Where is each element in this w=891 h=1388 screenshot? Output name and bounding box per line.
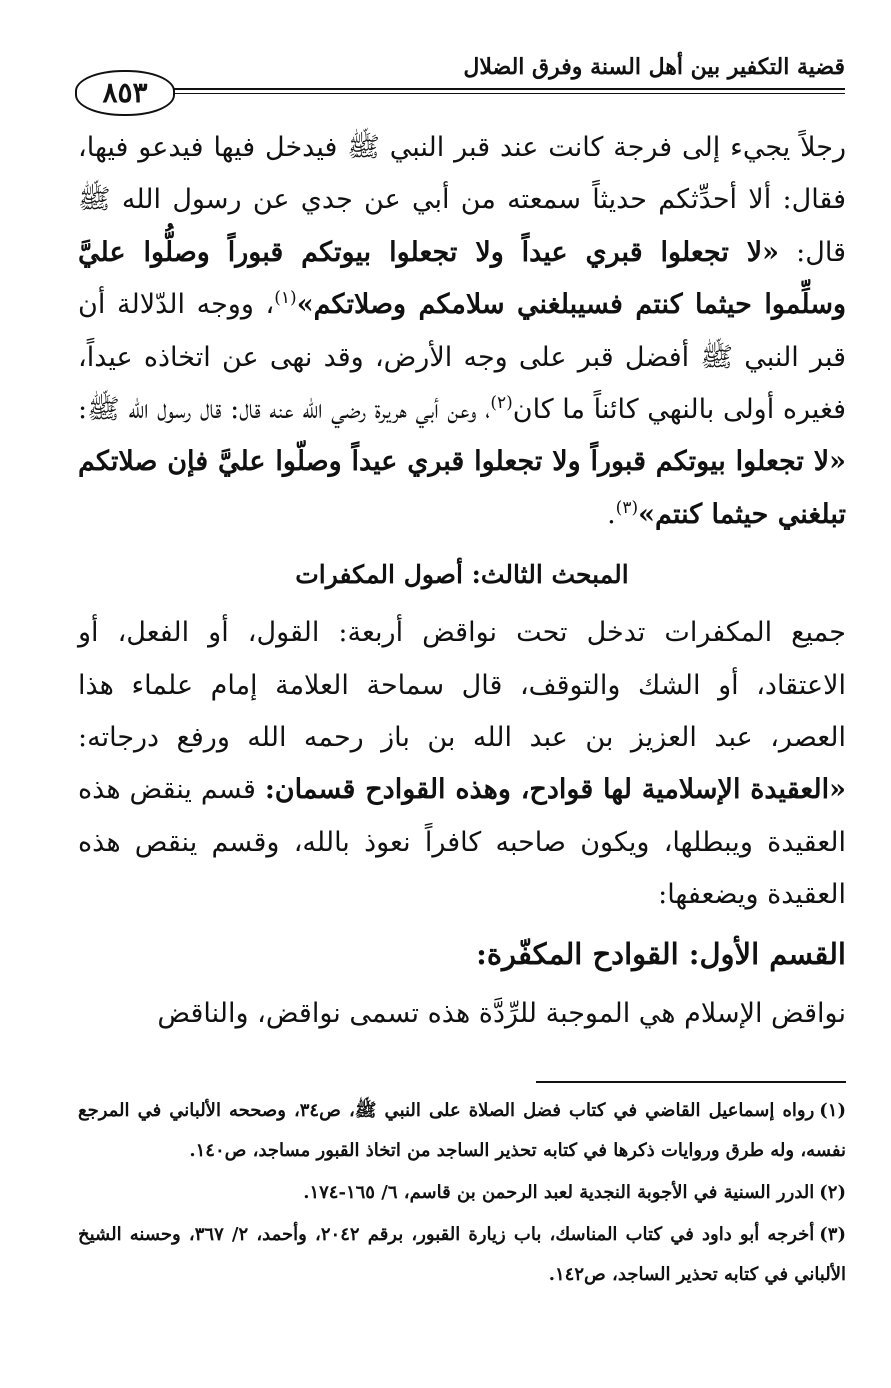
final-paragraph: نواقض الإسلام هي الموجبة للرِّدَّة هذه تسمى نواقض، والناقض	[157, 997, 846, 1029]
hadith-paragraph	[78, 122, 846, 541]
footnote-text: رواه إسماعيل القاضي في كتاب فضل الصلاة على النبي ﷺ، ص٣٤، وصححه الألباني في المرجع نفسه، وله طرق وروايات ذكرها في كتابه تحذير الساجد من اتخاذ القبور مساجد، ص١٤٠.	[78, 1100, 846, 1161]
footnote-reference-1: (١)	[274, 288, 297, 309]
footnote	[78, 1173, 846, 1213]
principles-paragraph	[78, 607, 846, 921]
footnote-reference-2: (٢)	[490, 393, 513, 414]
principles-introduction: جميع المكفرات تدخل تحت نواقض أربعة: القول، أو الفعل، أو الاعتقاد، أو الشك والتوقف، قال سماحة العلامة إمام علماء هذا العصر، عبد العزيز بن عبد الله بن باز رحمه الله ورفع درجاته:	[78, 617, 846, 754]
subheading: القسم الأول: القوادح المكفّرة:	[476, 936, 846, 971]
page-number: ٨٥٣	[75, 70, 175, 116]
footnote-number: (١)	[819, 1100, 846, 1121]
paragraph-end-punctuation: .	[607, 498, 616, 530]
footnotes	[78, 1091, 846, 1297]
footnote-reference-3: (٣)	[615, 497, 639, 518]
first-hadith-quote: «لا تجعلوا قبري عيداً ولا تجعلوا بيوتكم قبوراً وصلُّوا عليَّ وسلِّموا حيثما كنتم فسيبلغني سلامكم وصلاتكم»	[78, 236, 846, 321]
ibn-baz-quote: «العقيدة الإسلامية لها قوادح، وهذه القوادح قسمان:	[264, 774, 846, 806]
principles-explanation: قسم ينقض هذه العقيدة ويبطلها، ويكون صاحبه كافراً نعوذ بالله، وقسم ينقص هذه العقيدة ويضعفها:	[78, 774, 846, 911]
section-heading: المبحث الثالث: أصول المكفرات	[295, 560, 629, 590]
hadith-introduction: رجلاً يجيء إلى فرجة كانت عند قبر النبي ﷺ فيدخل فيها فيدعو فيها، فقال: ألا أحدِّثكم حديثاً سمعته من أبي عن جدي عن رسول الله ﷺ قال:	[78, 132, 846, 268]
footnote-text: الدرر السنية في الأجوبة النجدية لعبد الرحمن بن قاسم، ٦/ ١٦٥-١٧٤.	[303, 1182, 815, 1203]
header-rule	[167, 88, 845, 90]
footnote	[78, 1091, 846, 1171]
second-hadith-quote: «لا تجعلوا بيوتكم قبوراً ولا تجعلوا قبري عيداً وصلّوا عليَّ فإن صلاتكم تبلغني حيثما كنتم»	[78, 446, 846, 530]
header-rule-secondary	[167, 93, 845, 94]
page-header	[75, 50, 845, 109]
hadith-explanation: ، ووجه الدّلالة أن قبر النبي ﷺ أفضل قبر على وجه الأرض، وقد نهى عن اتخاذه عيداً، فغيره أولى بالنهي كائناً ما كان	[78, 289, 846, 426]
footnote-number: (٣)	[819, 1224, 846, 1245]
page-content	[78, 122, 846, 1040]
abu-hurayra-introduction: ، وعن أبي هريرة رضي الله عنه قال: قال رسول الله ﷺ:	[78, 394, 491, 426]
footnote-number: (٢)	[819, 1182, 846, 1203]
running-title: قضية التكفير بين أهل السنة وفرق الضلال	[463, 54, 845, 80]
footnote-divider	[536, 1081, 846, 1083]
footnote	[78, 1215, 846, 1295]
footnote-text: أخرجه أبو داود في كتاب المناسك، باب زيارة القبور، برقم ٢٠٤٢، وأحمد، ٢/ ٣٦٧، وحسنه الشيخ الألباني في كتابه تحذير الساجد، ص١٤٢.	[78, 1224, 846, 1285]
